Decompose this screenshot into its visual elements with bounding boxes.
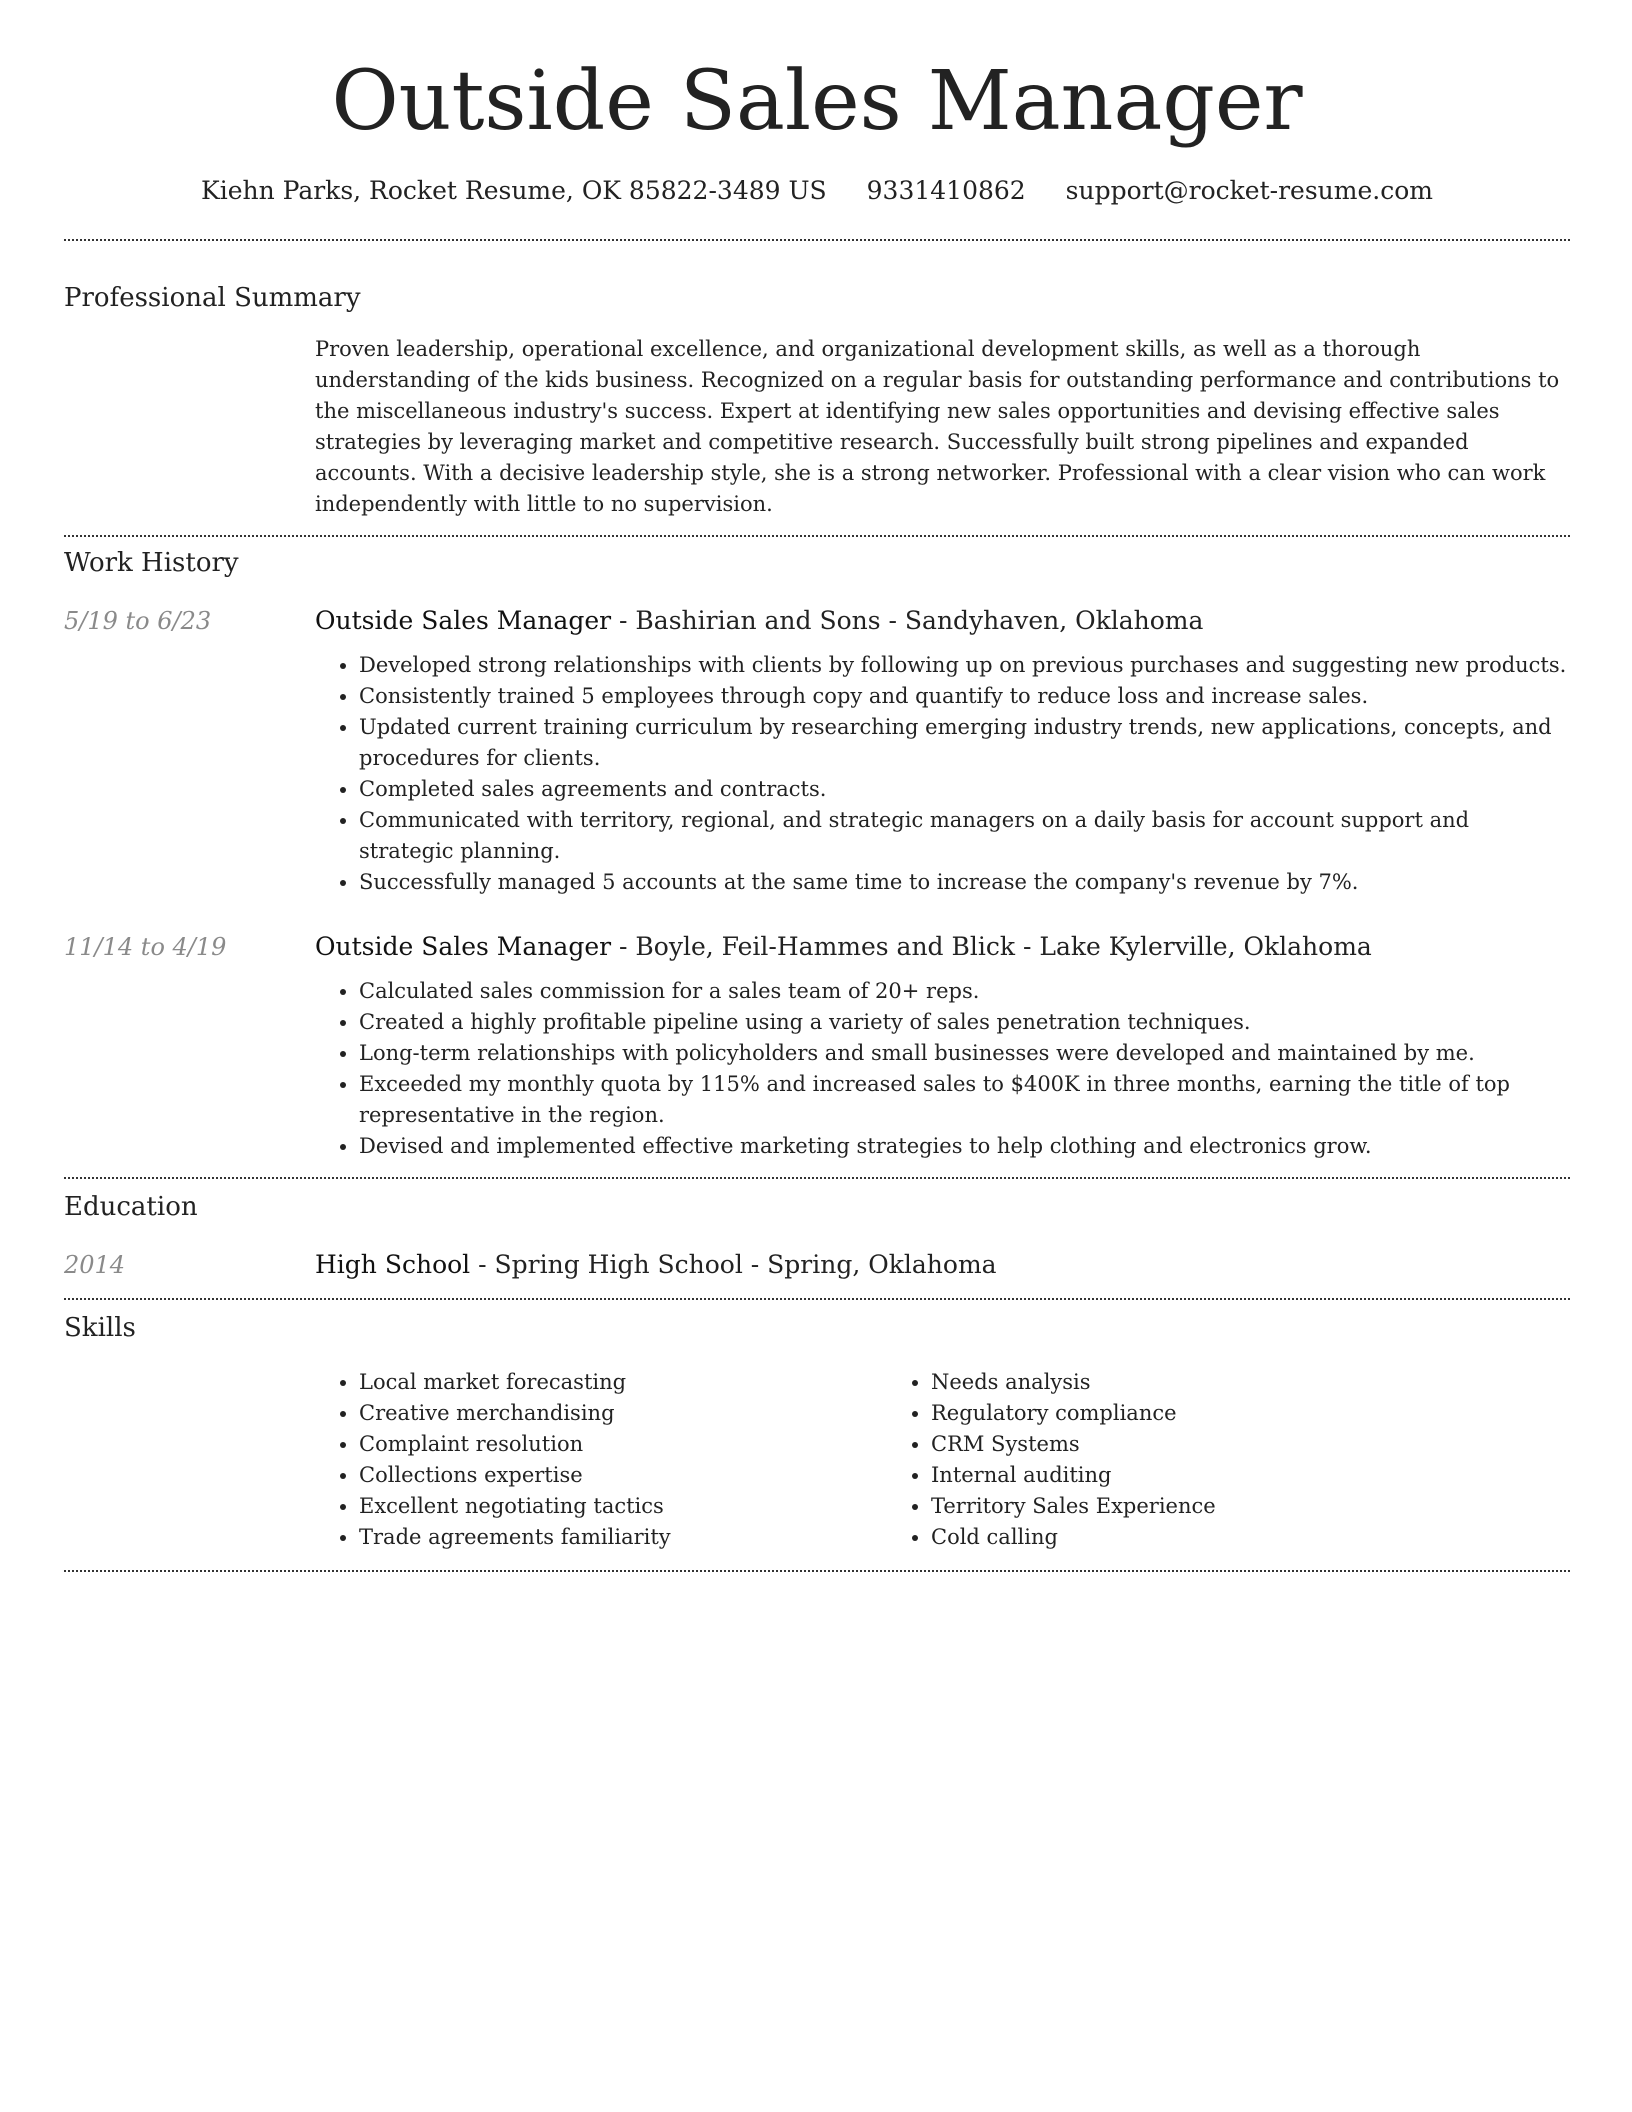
job-title xyxy=(315,930,1570,964)
resume-name: Outside Sales Manager xyxy=(331,54,1303,149)
skill-item: • Internal auditing xyxy=(931,1460,1459,1491)
summary-text: Proven leadership, operational excellence, and organizational development skills, as well as a thorough understanding of the kids business. Recognized on a regular basis for outstanding performance and contributions to the miscellaneous industry's success. Expert at identifying new sales opportunities and devising effective sales strategies by leveraging market and competitive research. Successfully built strong pipelines and expanded accounts. With a decisive leadership style, she is a strong networker. Professional with a clear vision who can work independently with little to no supervision. xyxy=(315,337,1560,516)
job-dates: 5/19 to 6/23 xyxy=(64,607,212,635)
job-bullets xyxy=(315,650,1570,898)
job-bullet: • Exceeded my monthly quota by 115% and increased sales to $400K in three months, earning the title of top representative in the region. xyxy=(359,1069,1570,1131)
job-company-location: - Boyle, Feil-Hammes and Blick - Lake Kylerville, Oklahoma xyxy=(611,932,1372,961)
job-bullet: • Completed sales agreements and contracts. xyxy=(359,774,1570,805)
job-bullet: • Communicated with territory, regional, and strategic managers on a daily basis for account support and strategic planning. xyxy=(359,805,1570,867)
skill-item: • Creative merchandising xyxy=(359,1398,887,1429)
job-entry xyxy=(64,930,1570,1162)
resume-page xyxy=(64,0,1570,1572)
job-bullet: • Successfully managed 5 accounts at the same time to increase the company's revenue by 7%. xyxy=(359,867,1570,898)
job-position: Outside Sales Manager xyxy=(315,932,612,961)
job-bullet: • Devised and implemented effective marketing strategies to help clothing and electronics grow. xyxy=(359,1131,1570,1162)
job-bullet: • Created a highly profitable pipeline using a variety of sales penetration techniques. xyxy=(359,1007,1570,1038)
education-year: 2014 xyxy=(64,1251,126,1279)
section-summary xyxy=(64,241,1570,520)
job-bullet: • Consistently trained 5 employees through copy and quantify to reduce loss and increase sales. xyxy=(359,681,1570,712)
job-bullet: • Updated current training curriculum by researching emerging industry trends, new applications, concepts, and procedures for clients. xyxy=(359,712,1570,774)
contact-address: Kiehn Parks, Rocket Resume, OK 85822-3489 US xyxy=(201,176,827,205)
education-entry xyxy=(64,1248,1570,1282)
section-title-summary: Professional Summary xyxy=(64,283,361,313)
section-title-work: Work History xyxy=(64,548,239,578)
skills-list-left xyxy=(315,1367,887,1553)
skill-item: • Collections expertise xyxy=(359,1460,887,1491)
skill-item: • Needs analysis xyxy=(931,1367,1459,1398)
job-title xyxy=(315,604,1570,638)
skill-item: • Territory Sales Experience xyxy=(931,1491,1459,1522)
skills-grid xyxy=(315,1367,1570,1553)
section-title-education: Education xyxy=(64,1192,198,1222)
job-bullet: • Calculated sales commission for a sales team of 20+ reps. xyxy=(359,976,1570,1007)
education-title xyxy=(315,1248,1570,1282)
section-education xyxy=(64,1179,1570,1282)
skill-item: • Excellent negotiating tactics xyxy=(359,1491,887,1522)
skill-item: • Complaint resolution xyxy=(359,1429,887,1460)
skill-item: • CRM Systems xyxy=(931,1429,1459,1460)
skill-item: • Trade agreements familiarity xyxy=(359,1522,887,1553)
job-position: Outside Sales Manager xyxy=(315,606,612,635)
skill-item: • Cold calling xyxy=(931,1522,1459,1553)
job-dates: 11/14 to 4/19 xyxy=(64,933,227,961)
section-skills xyxy=(64,1300,1570,1553)
contact-email: support@rocket-resume.com xyxy=(1065,176,1433,205)
skill-item: • Local market forecasting xyxy=(359,1367,887,1398)
section-title-skills: Skills xyxy=(64,1313,136,1343)
job-entry xyxy=(64,604,1570,898)
divider-skills xyxy=(64,1570,1570,1572)
education-school-location: - Spring High School - Spring, Oklahoma xyxy=(470,1250,997,1279)
job-company-location: - Bashirian and Sons - Sandyhaven, Oklahoma xyxy=(611,606,1204,635)
job-bullets xyxy=(315,976,1570,1162)
contact-line xyxy=(64,174,1570,208)
job-bullet: • Long-term relationships with policyholders and small businesses were developed and maintained by me. xyxy=(359,1038,1570,1069)
job-bullet: • Developed strong relationships with clients by following up on previous purchases and suggesting new products. xyxy=(359,650,1570,681)
skill-item: • Regulatory compliance xyxy=(931,1398,1459,1429)
education-degree: High School xyxy=(315,1250,471,1279)
section-work-history xyxy=(64,537,1570,1162)
skills-list-right xyxy=(887,1367,1459,1553)
contact-phone: 9331410862 xyxy=(866,176,1026,205)
